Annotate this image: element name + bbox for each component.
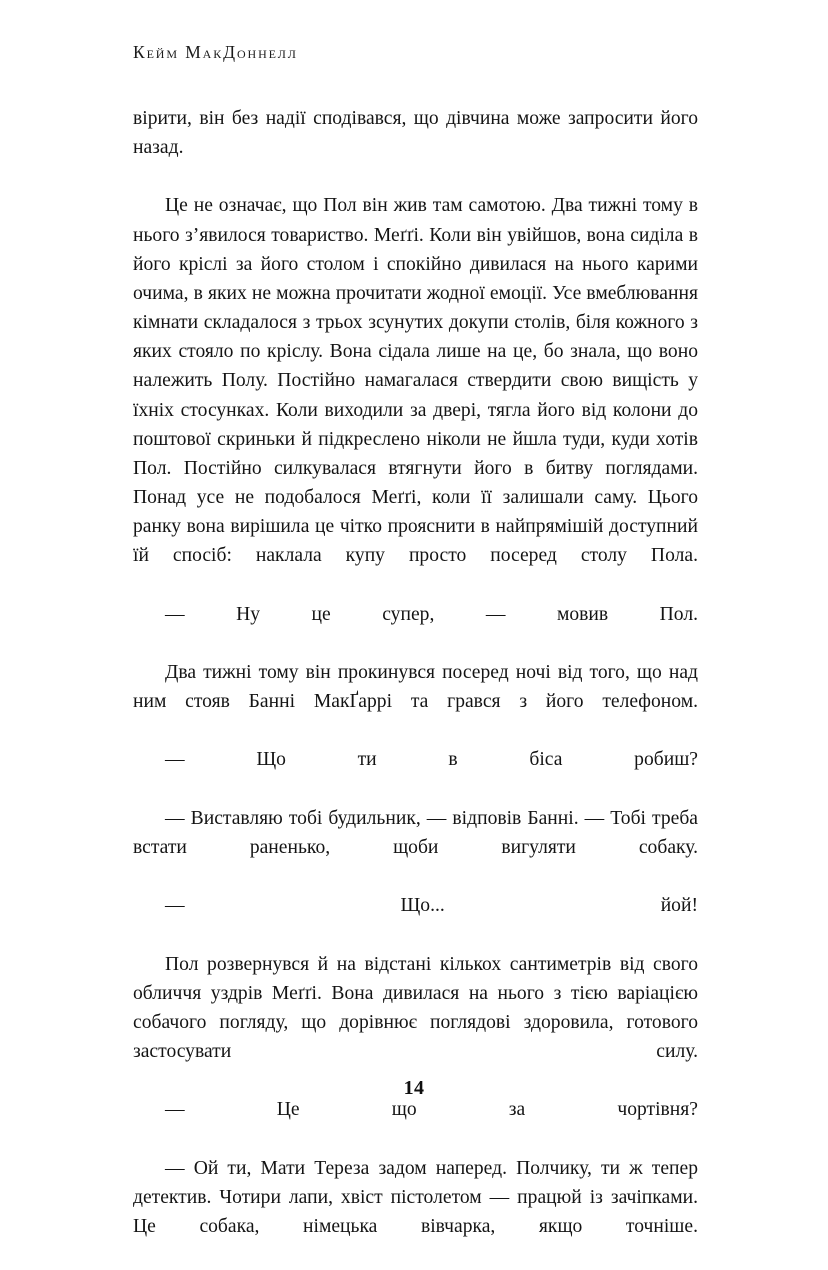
paragraph: — Ну це супер, — мовив Пол.	[165, 603, 698, 625]
paragraph: вірити, він без надії сподівався, що дівчина може запросити його назад.	[133, 108, 698, 159]
running-head: Кейм МакДоннелл	[133, 42, 298, 62]
paragraph: Два тижні тому він прокинувся посеред ночі від того, що над ним стояв Банні МакҐаррі та грався з його телефоном.	[133, 661, 698, 713]
paragraph: — Ой ти, Мати Тереза задом наперед. Полчику, ти ж тепер детектив. Чотири лапи, хвіст пістолетом — працюй із зачіпками. Це собака, німецька вівчарка, якщо точніше.	[133, 1157, 698, 1237]
paragraph: — Виставляю тобі будильник, — відповів Банні. — Тобі треба встати раненько, щоби вигуляти собаку.	[133, 807, 698, 858]
paragraph: — Це що за чортівня?	[165, 1099, 698, 1121]
paragraph: — Що ти в біса робиш?	[165, 749, 698, 771]
paragraph: Пол розвернувся й на відстані кількох сантиметрів від свого обличчя уздрів Меґґі. Вона дивилася на нього з тією варіацією собачого погляду, що дорівнює поглядові здоровила, готового застосувати силу.	[133, 953, 698, 1062]
page-number: 14	[403, 1077, 425, 1099]
paragraph: Це не означає, що Пол він жив там самотою. Два тижні тому в нього з’явилося товариство. Меґґі. Коли він увійшов, вона сиділа в його кріслі за його столом і спокійно дивилася на нього карими очима, в яких не можна прочитати жодної емоції. Усе вмеблювання кімнати складалося з трьох зсунутих докупи столів, біля кожного з яких стояло по кріслу. Вона сідала лише на це, бо знала, що воно належить Полу. Постійно намагалася ствердити свою вищість у їхніх стосунках. Коли виходили за двері, тягла його від колони до поштової скриньки й підкреслено ніколи не йшла туди, куди хотів Пол. Постійно силкувалася втягнути його в битву поглядами. Понад усе не подобалося Меґґі, коли її залишали саму. Цього ранку вона вирішила це чітко прояснити в найпрямішій доступний їй спосіб: наклала купу просто посеред столу Пола.	[133, 195, 698, 567]
paragraph: — Що... йой!	[165, 895, 698, 917]
